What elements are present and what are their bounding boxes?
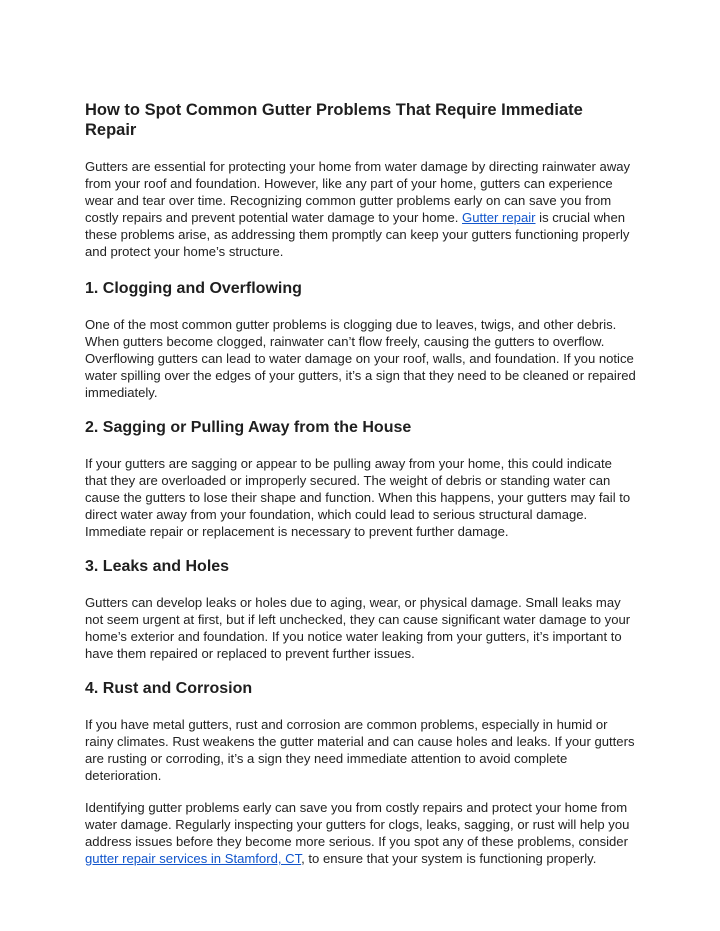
- section-body-leaks: Gutters can develop leaks or holes due to aging, wear, or physical damage. Small leaks may not seem urgent at first, but if left unchecked, they can cause significant water damage to your home’s exterior and foundation. If you notice water leaking from your gutters, it’s important to have them repaired or replaced to prevent further issues.: [85, 595, 631, 661]
- closing-text-after: , to ensure that your system is functioning properly.: [301, 851, 597, 866]
- section-heading-rust: 4. Rust and Corrosion: [85, 680, 253, 697]
- section-heading-sagging: 2. Sagging or Pulling Away from the House: [85, 419, 412, 436]
- section-body-rust: If you have metal gutters, rust and corrosion are common problems, especially in humid or rainy climates. Rust weakens the gutter material and can cause holes and leaks. If your gutters are rusting or corroding, it’s a sign they need immediate attention to avoid complete deterioration.: [85, 717, 635, 783]
- document-page: [85, 100, 637, 884]
- section-heading-clogging: 1. Clogging and Overflowing: [85, 280, 302, 297]
- gutter-repair-link[interactable]: Gutter repair: [462, 210, 536, 225]
- closing-paragraph: [85, 799, 637, 867]
- section-heading-leaks: 3. Leaks and Holes: [85, 558, 230, 575]
- section-body-clogging: One of the most common gutter problems is clogging due to leaves, twigs, and other debris. When gutters become clogged, rainwater can’t flow freely, causing the gutters to overflow. Overflowing gutters can lead to water damage on your roof, walls, and foundation. If you notice water spilling over the edges of your gutters, it’s a sign that they need to be cleaned or repaired immediately.: [85, 317, 636, 400]
- intro-paragraph: [85, 158, 637, 260]
- section-body-sagging: If your gutters are sagging or appear to be pulling away from your home, this could indicate that they are overloaded or improperly secured. The weight of debris or standing water can cause the gutters to lose their shape and function. When this happens, your gutters may fail to direct water away from your foundation, which could lead to serious structural damage. Immediate repair or replacement is necessary to prevent further damage.: [85, 456, 631, 539]
- closing-text-before: Identifying gutter problems early can save you from costly repairs and protect your home from water damage. Regularly inspecting your gutters for clogs, leaks, sagging, or rust will help you address issues before they become more serious. If you spot any of these problems, consider: [85, 800, 630, 849]
- gutter-repair-services-link[interactable]: gutter repair services in Stamford, CT: [85, 851, 302, 866]
- intro-text-before: Gutters are essential for protecting your home from water damage by directing rainwater away from your roof and foundation. However, like any part of your home, gutters can experience wear and tear over time. Recognizing common gutter problems early on can save you from costly repairs and prevent potential water damage to your home.: [85, 159, 631, 225]
- page-title: How to Spot Common Gutter Problems That Require Immediate Repair: [85, 101, 583, 139]
- intro-text-after: is crucial when these problems arise, as addressing them promptly can keep your gutters functioning properly and protect your home’s structure.: [85, 210, 630, 259]
